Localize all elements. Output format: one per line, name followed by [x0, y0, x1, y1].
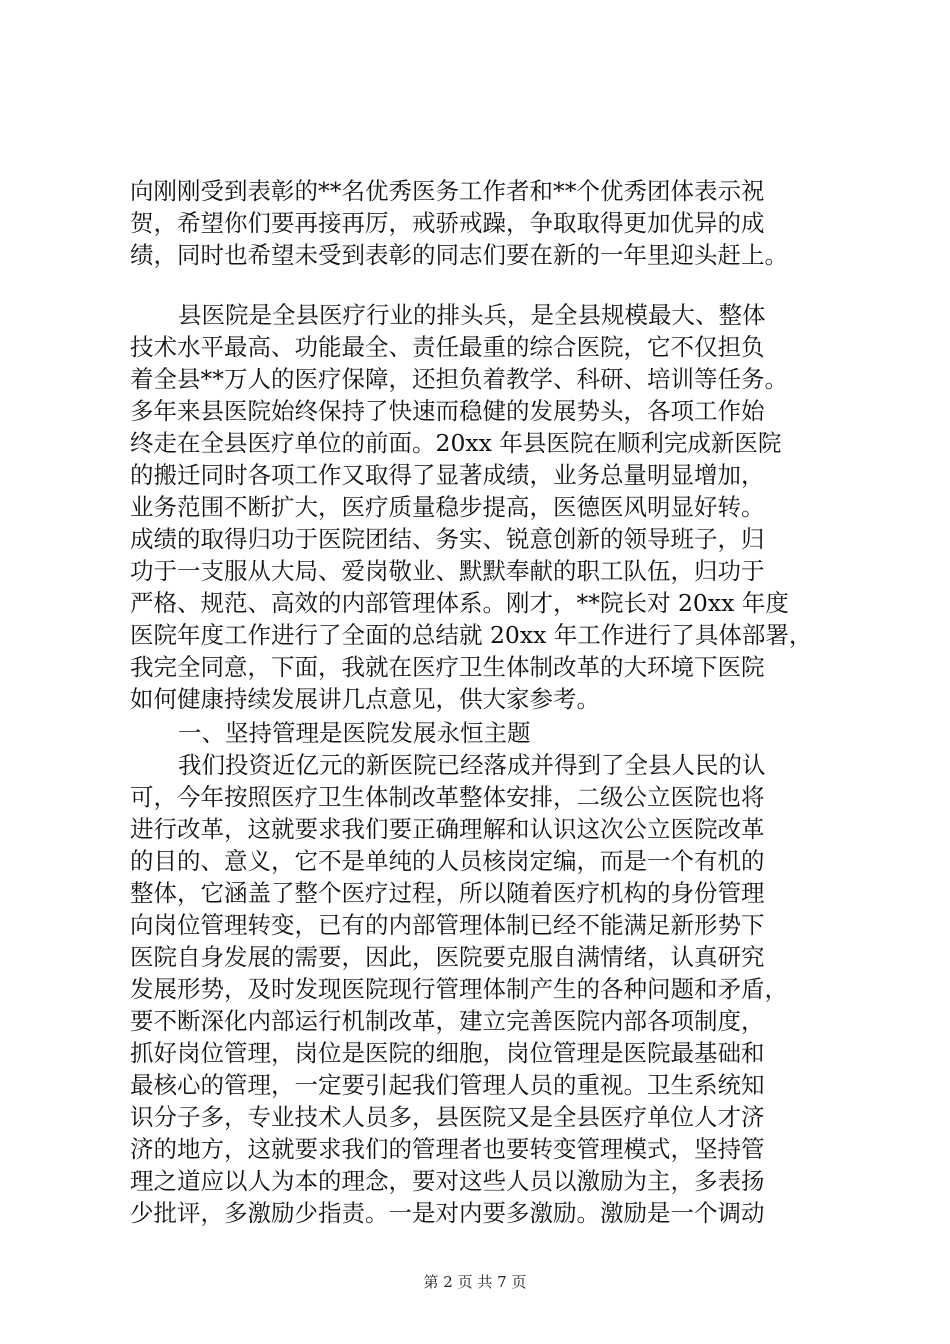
text-line: 终走在全县医疗单位的前面。20xx 年县医院在顺利完成新医院	[130, 429, 782, 457]
text-line: 济的地方，这就要求我们的管理者也要转变管理模式，坚持管	[130, 1135, 765, 1163]
text-line: 识分子多，专业技术人员多，县医院又是全县医疗单位人才济	[130, 1103, 765, 1131]
text-line: 的目的、意义，它不是单纯的人员核岗定编，而是一个有机的	[130, 847, 765, 875]
text-line: 如何健康持续发展讲几点意见，供大家参考。	[130, 685, 600, 713]
text-line: 最核心的管理，一定要引起我们管理人员的重视。卫生系统知	[130, 1071, 765, 1099]
text-line: 绩，同时也希望未受到表彰的同志们要在新的一年里迎头赶上。	[130, 241, 788, 269]
text-line: 可，今年按照医疗卫生体制改革整体安排，二级公立医院也将	[130, 783, 765, 811]
text-line: 县医院是全县医疗行业的排头兵，是全县规模最大、整体	[178, 301, 766, 329]
text-line: 功于一支服从大局、爱岗敬业、默默奉献的职工队伍，归功于	[130, 557, 765, 585]
text-line: 发展形势，及时发现医院现行管理体制产生的各种问题和矛盾，	[130, 975, 788, 1003]
text-line: 医院年度工作进行了全面的总结就 20xx 年工作进行了具体部署，	[130, 621, 813, 649]
text-line: 少批评，多激励少指责。一是对内要多激励。激励是一个调动	[130, 1199, 765, 1227]
text-line: 理之道应以人为本的理念，要对这些人员以激励为主，多表扬	[130, 1167, 765, 1195]
text-line: 进行改革，这就要求我们要正确理解和认识这次公立医院改革	[130, 815, 765, 843]
text-line: 的搬迁同时各项工作又取得了显著成绩，业务总量明显增加，	[130, 461, 765, 489]
text-line: 成绩的取得归功于医院团结、务实、锐意创新的领导班子，归	[130, 525, 765, 553]
page-number: 第 2 页 共 7 页	[423, 1273, 527, 1291]
text-line: 整体，它涵盖了整个医疗过程，所以随着医疗机构的身份管理	[130, 879, 765, 907]
section-heading: 一、坚持管理是医院发展永恒主题	[178, 719, 531, 747]
text-line: 我完全同意，下面，我就在医疗卫生体制改革的大环境下医院	[130, 653, 765, 681]
text-line: 着全县**万人的医疗保障，还担负着教学、科研、培训等任务。	[130, 365, 788, 393]
text-line: 向岗位管理转变，已有的内部管理体制已经不能满足新形势下	[130, 911, 765, 939]
text-line: 多年来县医院始终保持了快速而稳健的发展势头，各项工作始	[130, 397, 765, 425]
text-line: 业务范围不断扩大，医疗质量稳步提高，医德医风明显好转。	[130, 493, 765, 521]
text-line: 要不断深化内部运行机制改革，建立完善医院内部各项制度，	[130, 1007, 765, 1035]
text-line: 抓好岗位管理，岗位是医院的细胞，岗位管理是医院最基础和	[130, 1039, 765, 1067]
text-line: 向刚刚受到表彰的**名优秀医务工作者和**个优秀团体表示祝	[130, 177, 765, 205]
text-line: 技术水平最高、功能最全、责任最重的综合医院，它不仅担负	[130, 333, 765, 361]
text-line: 贺，希望你们要再接再厉，戒骄戒躁，争取取得更加优异的成	[130, 209, 765, 237]
text-line: 严格、规范、高效的内部管理体系。刚才，**院长对 20xx 年度	[130, 589, 789, 617]
text-line: 我们投资近亿元的新医院已经落成并得到了全县人民的认	[178, 751, 766, 779]
text-line: 医院自身发展的需要，因此，医院要克服自满情绪，认真研究	[130, 943, 765, 971]
